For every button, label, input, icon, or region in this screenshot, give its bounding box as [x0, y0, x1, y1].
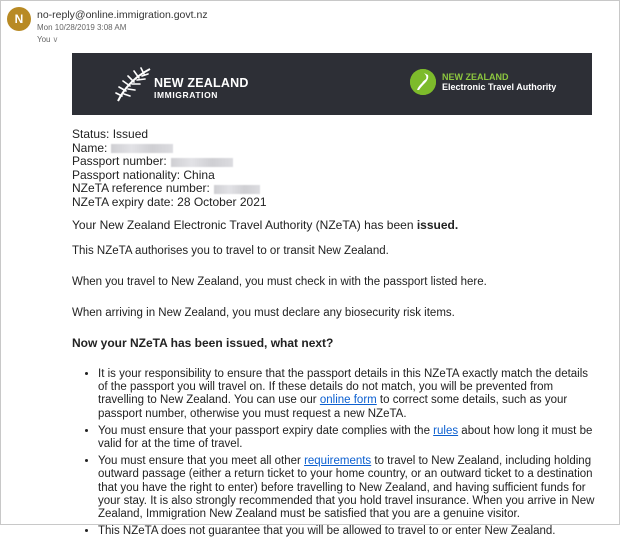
sent-date: Mon 10/28/2019 3:08 AM — [37, 23, 127, 32]
issued-statement — [72, 219, 602, 233]
email-body — [72, 127, 602, 538]
bullet2-text: You must ensure that your passport expiry date complies with the — [98, 424, 434, 437]
bullet2-text-end: about how long it must be valid for at the time of travel. — [98, 424, 593, 451]
online-form-link[interactable]: online form — [319, 394, 377, 407]
nzi-logo-text-line2: IMMIGRATION — [154, 90, 219, 100]
redacted-passport-number — [171, 158, 233, 167]
list-item — [98, 455, 598, 521]
what-next-list — [72, 368, 598, 542]
recipient-label: You — [37, 35, 51, 44]
name-line — [72, 142, 602, 156]
list-item — [98, 425, 598, 451]
reference-line — [72, 182, 602, 196]
nzi-logo-text-line1: NEW ZEALAND — [154, 76, 249, 90]
email-banner — [72, 53, 592, 115]
biosecurity-paragraph: When arriving in New Zealand, you must declare any biosecurity risk items. — [72, 307, 455, 319]
nzeta-logo-text-line2: Electronic Travel Authority — [442, 82, 557, 92]
reference-label: NZeTA reference number: — [72, 181, 210, 196]
recipient[interactable] — [37, 35, 58, 44]
authorisation-paragraph: This NZeTA authorises you to travel to or transit New Zealand. — [72, 245, 389, 257]
check-in-paragraph: When you travel to New Zealand, you must check in with the passport listed here. — [72, 276, 487, 288]
bullet3-text: You must ensure that you meet all other — [98, 455, 305, 468]
list-item — [98, 525, 598, 538]
silver-fern-icon — [112, 65, 154, 105]
name-label: Name: — [72, 140, 108, 155]
nzeta-logo-text-line1: NEW ZEALAND — [442, 72, 509, 82]
requirements-link[interactable]: requirements — [304, 455, 372, 468]
bullet3-text-end: to travel to New Zealand, including holding outward passage (either a return ticket to your home country, or an outward ticket to a destination that you have the right to enter) before travelling to New Zealand, and having sufficient funds for your stay. It is also strongly recommended that you hold travel insurance. When you arrive in New Zealand, Immigration New Zealand must be satisfied that you are a genuine visitor. — [98, 455, 595, 521]
passport-number-line — [72, 155, 602, 169]
redacted-reference-number — [214, 185, 260, 194]
bullet1-text-end: to correct some details, such as your passport number, otherwise you must request a new NZeTA. — [98, 394, 568, 420]
status-line: Status: Issued — [72, 127, 149, 141]
sender-avatar[interactable]: N — [7, 7, 31, 31]
expiry-line: NZeTA expiry date: 28 October 2021 — [72, 194, 267, 209]
passport-number-label: Passport number: — [72, 154, 167, 169]
list-item — [98, 368, 598, 421]
nzeta-logo — [410, 68, 590, 98]
rules-link[interactable]: rules — [433, 424, 459, 437]
nationality-line: Passport nationality: China — [72, 167, 215, 182]
chevron-down-icon[interactable]: ∨ — [52, 35, 59, 44]
bullet1-text: It is your responsibility to ensure that the passport details in this NZeTA exactly match the details of the passport you will travel on. If these details do not match, you will be prevented from travelling to New Zealand. You can use our — [98, 368, 589, 407]
nz-immigration-logo — [112, 65, 252, 105]
what-next-heading: Now your NZeTA has been issued, what next? — [72, 336, 334, 350]
status-details — [72, 128, 602, 210]
issued-word: issued. — [416, 218, 459, 232]
redacted-name — [111, 144, 173, 153]
issued-prefix: Your New Zealand Electronic Travel Authority (NZeTA) has been — [72, 218, 417, 232]
nz-map-icon — [410, 69, 436, 95]
bullet4-text: This NZeTA does not guarantee that you will be allowed to travel to or enter New Zealand. — [98, 525, 556, 538]
sender-address[interactable]: no-reply@online.immigration.govt.nz — [37, 9, 208, 21]
